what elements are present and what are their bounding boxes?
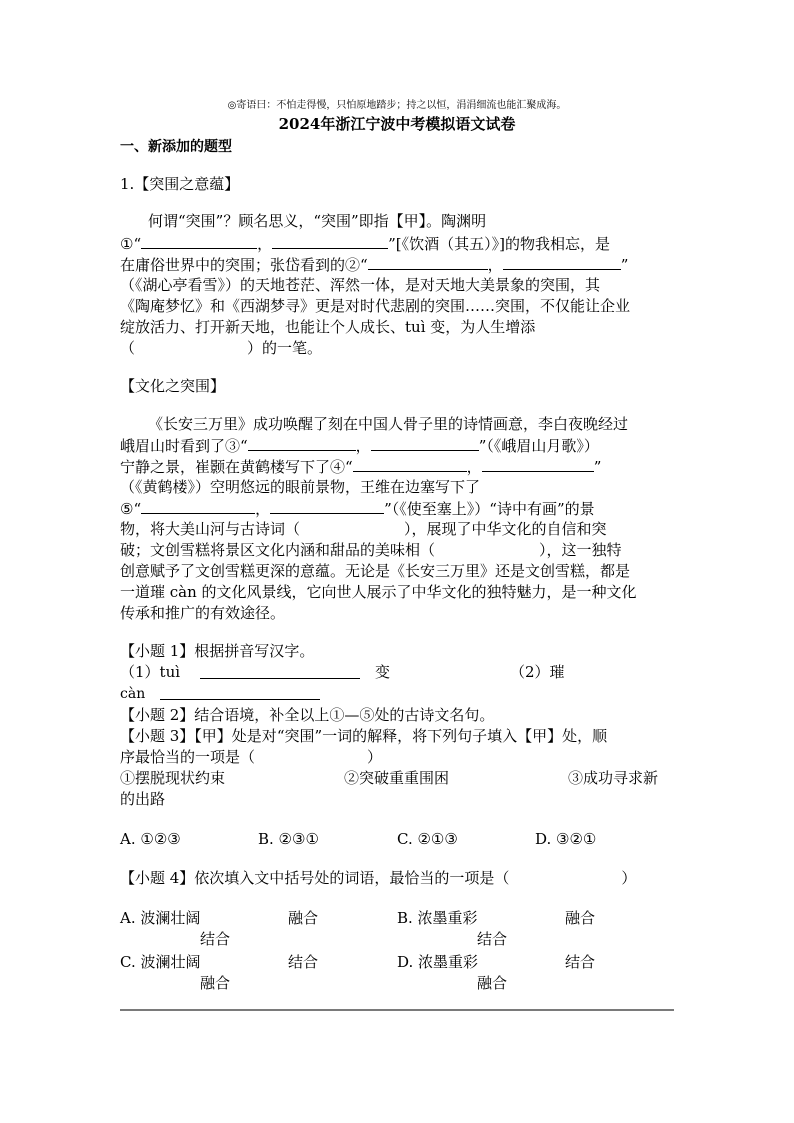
para1-line: 何谓“突围”？顾名思义，“突围”即指【甲】。陶渊明 xyxy=(148,212,487,230)
blank-2a xyxy=(368,254,488,270)
subquestion-1c: càn xyxy=(120,686,146,702)
para2-line xyxy=(120,540,622,561)
para2-line: （《黄鹤楼》）空明悠远的眼前景物，王维在边塞写下了 xyxy=(120,478,481,496)
sentence-3: ③成功寻求新 xyxy=(568,769,659,787)
option-b-word3: 结合 xyxy=(477,930,508,948)
para2-line xyxy=(120,435,599,457)
para2-line: 一道璀 càn 的文化风景线，它向世人展示了中华文化的独特魅力，是一种文化 xyxy=(120,583,637,601)
subquestion-2-label: 【小题 2】结合语境，补全以上①—⑤处的古诗文名句。 xyxy=(120,706,495,724)
section-heading: 一、新添加的题型 xyxy=(120,139,232,155)
subquestion-4-line xyxy=(120,868,636,889)
blank-3a xyxy=(248,435,356,451)
answer-line xyxy=(200,678,360,679)
blank-1b xyxy=(272,233,388,249)
para1-text: ” xyxy=(620,256,629,274)
motto: ◎寄语曰：不怕走得慢，只怕原地踏步；持之以恒，涓涓细流也能汇聚成海。 xyxy=(227,100,567,111)
option-b-word2: 融合 xyxy=(565,909,596,927)
option-c-word2: 结合 xyxy=(288,953,319,971)
option-b-word1: B. 浓墨重彩 xyxy=(397,909,478,927)
para2-text: ， xyxy=(466,458,482,476)
option-d-word2: 结合 xyxy=(565,953,596,971)
blank-5a xyxy=(141,498,255,514)
option-a-word3: 结合 xyxy=(200,930,231,948)
option-c: C. ②①③ xyxy=(397,830,458,848)
para1-line xyxy=(120,338,322,359)
para2-text: 峨眉山时看到了③“ xyxy=(120,437,248,455)
sentence-2: ②突破重重围困 xyxy=(344,769,450,787)
question-1-label: 1.【突围之意蕴】 xyxy=(120,175,240,193)
option-b: B. ②③① xyxy=(258,830,319,848)
option-a-word1: A. 波澜壮阔 xyxy=(120,909,201,927)
subquestion-3-line: 【小题 3】【甲】处是对“突围”一词的解释，将下列句子填入【甲】处，顺 xyxy=(120,727,608,745)
para2-text: ”（《使至塞上》）“诗中有画”的景 xyxy=(384,500,595,518)
para1-text: ①“ xyxy=(120,235,142,253)
blank-4b xyxy=(482,456,594,472)
para1-text: ， xyxy=(487,256,503,274)
para2-text: 宁静之景，崔颢在黄鹤楼写下了④“ xyxy=(120,458,353,476)
option-c-word3: 融合 xyxy=(200,974,231,992)
subquestion-3-text: ） xyxy=(367,748,383,766)
culture-label: 【文化之突围】 xyxy=(120,377,226,395)
para1-text: ， xyxy=(257,235,273,253)
para1-text: ”[《饮酒（其五）》]的物我相忘，是 xyxy=(388,235,611,253)
para1-line: 《陶庵梦忆》和《西湖梦寻》更是对时代悲剧的突围……突围，不仅能让企业 xyxy=(120,297,631,315)
option-a: A. ①②③ xyxy=(120,830,181,848)
option-d-word1: D. 浓墨重彩 xyxy=(397,953,479,971)
para2-text: ”（《峨眉山月歌》） xyxy=(478,437,599,455)
subquestion-1b: （2）璀 xyxy=(510,663,565,681)
para1-line xyxy=(120,254,628,276)
para2-text: ），这一独特 xyxy=(539,541,622,559)
sentence-3-cont: 的出路 xyxy=(120,790,166,808)
para2-text: 物，将大美山河与古诗词（ xyxy=(120,520,301,538)
blank-1a xyxy=(141,233,257,249)
subquestion-1-label: 【小题 1】根据拼音写汉字。 xyxy=(120,642,315,660)
option-c-word1: C. 波澜壮阔 xyxy=(120,953,201,971)
answer-line xyxy=(160,699,320,700)
para2-line xyxy=(120,498,595,520)
para2-line: 创意赋予了文创雪糕更深的意蕴。无论是《长安三万里》还是文创雪糕，都是 xyxy=(120,562,631,580)
blank-5b xyxy=(270,498,384,514)
para1-text: ）的一笔。 xyxy=(247,339,323,357)
para2-text: 破；文创雪糕将景区文化内涵和甜品的美味相（ xyxy=(120,541,436,559)
option-d-word3: 融合 xyxy=(477,974,508,992)
para2-line xyxy=(120,456,601,478)
option-d: D. ③②① xyxy=(535,830,597,848)
option-a-word2: 融合 xyxy=(288,909,319,927)
para2-text: ” xyxy=(593,458,602,476)
blank-2b xyxy=(503,254,621,270)
sentence-1: ①摆脱现状约束 xyxy=(120,769,226,787)
subquestion-3-text: 序最恰当的一项是（ xyxy=(120,748,256,766)
blank-4a xyxy=(353,456,467,472)
para2-line: 《长安三万里》成功唤醒了刻在中国人骨子里的诗情画意，李白夜晚经过 xyxy=(148,415,629,433)
para2-line: 传承和推广的有效途径。 xyxy=(120,604,286,622)
page-title: 2024年浙江宁波中考模拟语文试卷 xyxy=(278,115,516,133)
subquestion-1a-tail: 变 xyxy=(375,663,391,681)
blank-3b xyxy=(371,435,479,451)
para2-text: ， xyxy=(355,437,371,455)
para1-text: （ xyxy=(120,339,136,357)
subquestion-1a: （1）tuì xyxy=(120,663,181,681)
para1-line: （《湖心亭看雪》）的天地苍茫、浑然一体，是对天地大美景象的突围，其 xyxy=(120,276,601,294)
para2-text: ），展现了中华文化的自信和突 xyxy=(404,520,607,538)
para1-text: 在庸俗世界中的突围；张岱看到的②“ xyxy=(120,256,368,274)
divider xyxy=(120,1009,674,1011)
subquestion-3-line xyxy=(120,747,382,768)
para1-line xyxy=(120,233,610,255)
subquestion-4-text: ） xyxy=(621,869,637,887)
para1-line: 绽放活力、打开新天地，也能让个人成长、tuì 变，为人生增添 xyxy=(120,318,536,336)
para2-text: ， xyxy=(255,500,271,518)
subquestion-4-text: 【小题 4】依次填入文中括号处的词语，最恰当的一项是（ xyxy=(120,869,510,887)
para2-text: ⑤“ xyxy=(120,500,142,518)
para2-line xyxy=(120,519,607,540)
